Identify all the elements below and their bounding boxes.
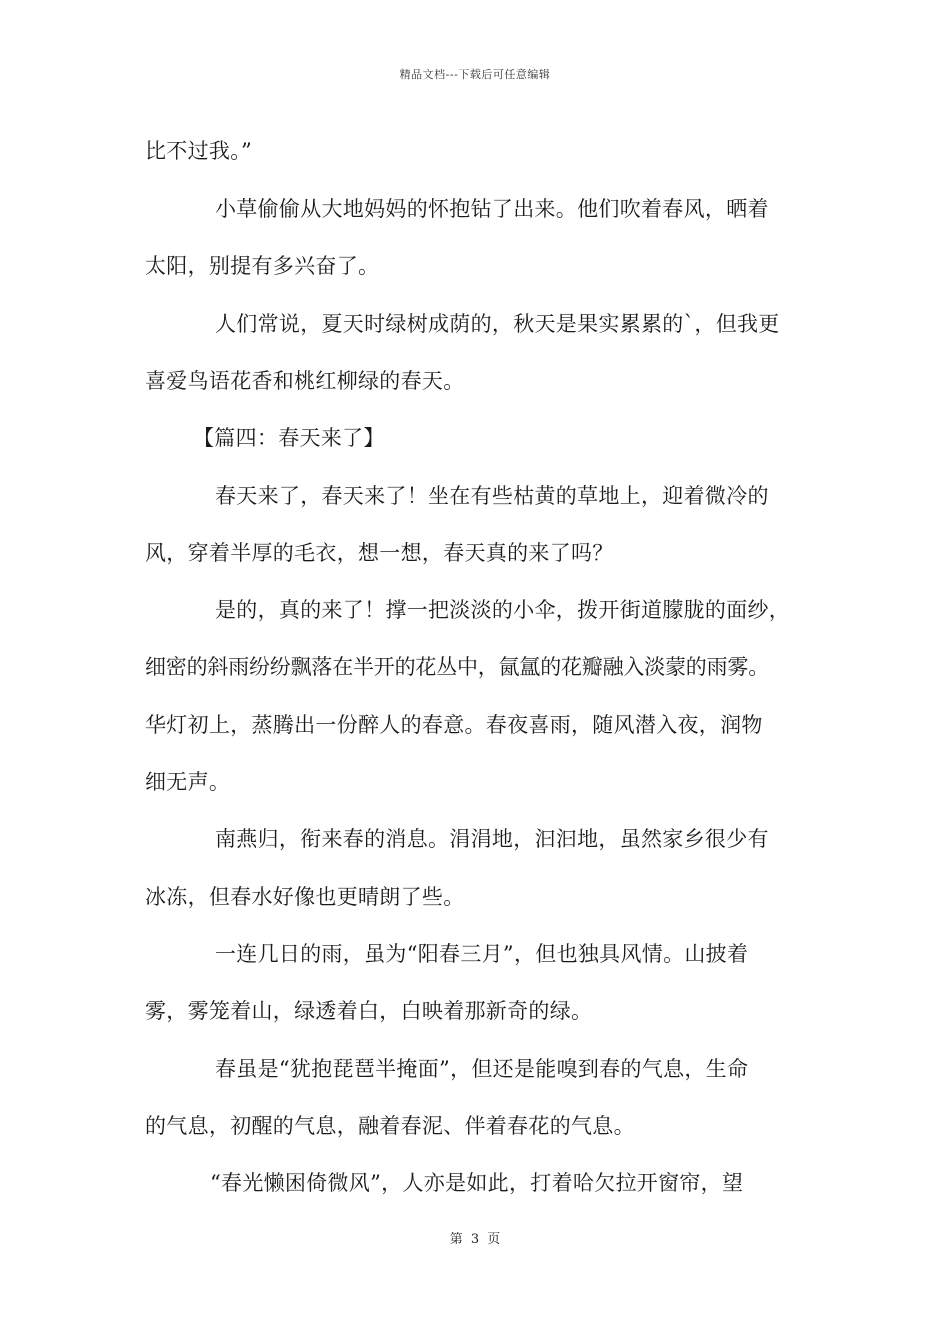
paragraph-start-line: 春虽是“犹抱琵琶半掩面”，但还是能嗅到春的气息，生命 bbox=[215, 1057, 749, 1081]
paragraph-start-line: 是的，真的来了！撑一把淡淡的小伞，拨开街道朦胧的面纱， bbox=[215, 598, 791, 622]
text-line: 风，穿着半厚的毛衣，想一想，春天真的来了吗？ bbox=[145, 541, 614, 565]
paragraph-start-line: 小草偷偷从大地妈妈的怀抱钻了出来。他们吹着春风，晒着 bbox=[215, 197, 769, 221]
text-line: 雾，雾笼着山，绿透着白，白映着那新奇的绿。 bbox=[145, 999, 593, 1023]
text-line: 比不过我。” bbox=[145, 139, 253, 163]
text-line: 喜爱鸟语花香和桃红柳绿的春天。 bbox=[145, 369, 465, 393]
paragraph-start-line: 人们常说，夏天时绿树成荫的，秋天是果实累累的`，但我更 bbox=[215, 312, 780, 336]
paragraph-start-line: 南燕归，衔来春的消息。涓涓地，汩汩地，虽然家乡很少有 bbox=[215, 827, 769, 851]
text-line: 细无声。 bbox=[145, 770, 231, 794]
page-header: 精品文档---下载后可任意编辑 bbox=[399, 68, 551, 81]
text-line: 细密的斜雨纷纷飘落在半开的花丛中，氤氲的花瓣融入淡蒙的雨雾。 bbox=[145, 655, 769, 679]
section-heading: 【篇四：春天来了】 bbox=[193, 426, 385, 450]
text-line: 华灯初上，蒸腾出一份醉人的春意。春夜喜雨，随风潜入夜，润物 bbox=[145, 713, 763, 737]
text-line: 太阳，别提有多兴奋了。 bbox=[145, 254, 380, 278]
page-number: 第 3 页 bbox=[449, 1232, 501, 1247]
paragraph-start-line: “春光懒困倚微风”，人亦是如此，打着哈欠拉开窗帘，望 bbox=[210, 1171, 744, 1195]
text-line: 的气息，初醒的气息，融着春泥、伴着春花的气息。 bbox=[145, 1114, 635, 1138]
paragraph-start-line: 春天来了，春天来了！坐在有些枯黄的草地上，迎着微冷的 bbox=[215, 484, 769, 508]
paragraph-start-line: 一连几日的雨，虽为“阳春三月”，但也独具风情。山披着 bbox=[215, 942, 749, 966]
text-line: 冰冻，但春水好像也更晴朗了些。 bbox=[145, 885, 465, 909]
